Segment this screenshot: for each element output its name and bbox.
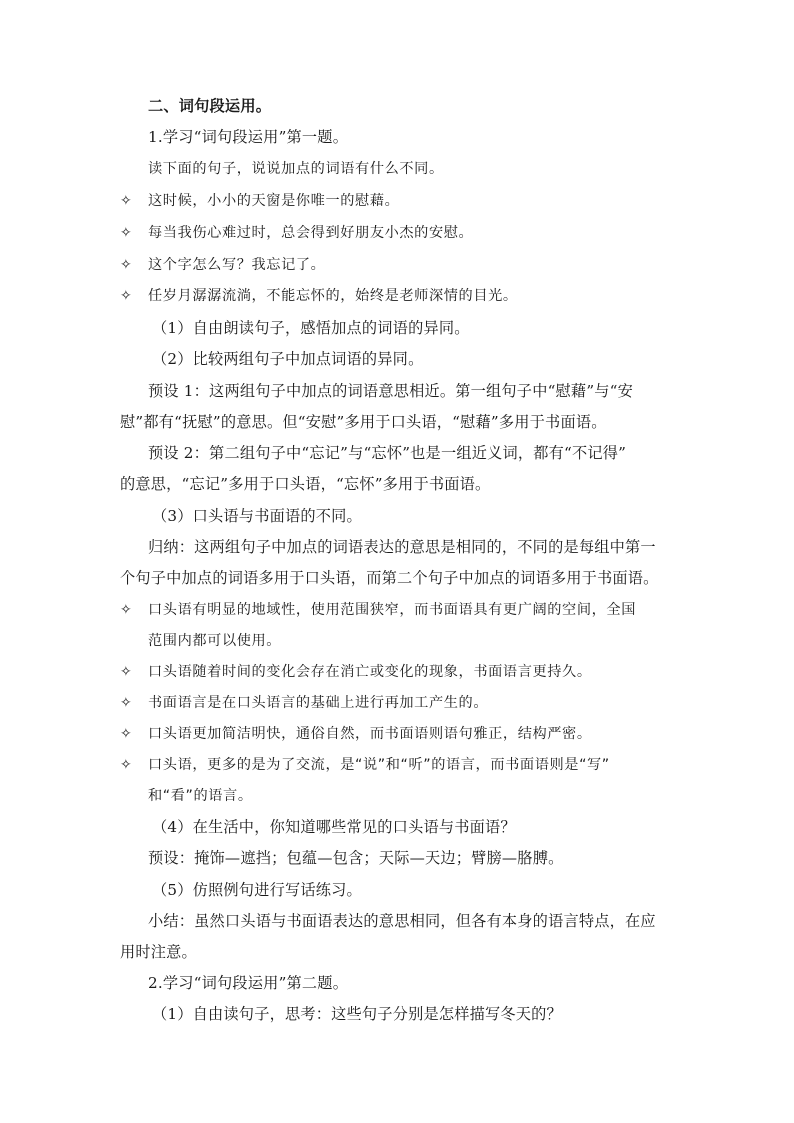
sentence-1: 这时候，小小的天窗是你唯一的慰藉。 [148,193,400,209]
bullet-icon: ✧ [120,193,132,209]
bullet-icon: ✧ [120,602,132,618]
preset-1-line-2: 慰”都有“抚慰”的意思。但“安慰”多用于口头语，“慰藉”多用于书面语。 [120,413,607,431]
bullet-icon: ✧ [120,726,132,742]
point-4: 口头语更加简洁明快，通俗自然，而书面语则语句雅正，结构严密。 [148,726,592,742]
point-2: 口头语随着时间的变化会存在消亡或变化的现象，书面语言更持久。 [148,664,592,680]
bullet-icon: ✧ [120,257,132,273]
preset-1-line-1: 预设 1：这两组句子中加点的词语意思相近。第一组句子中“慰藉”与“安 [148,382,634,400]
step-1: （1）自由朗读句子，感悟加点的词语的异同。 [152,319,470,337]
preset-2-line-1: 预设 2：第二组句子中“忘记”与“忘怀”也是一组近义词，都有“不记得” [148,444,627,462]
point-1-line-2: 范围内都可以使用。 [148,633,282,649]
summary-2-line-1: 小结：虽然口头语与书面语表达的意思相同，但各有本身的语言特点，在应 [148,912,656,930]
summary-1-line-2: 个句子中加点的词语多用于口头语，而第二个句子中加点的词语多用于书面语。 [120,569,659,587]
summary-1-line-1: 归纳：这两组句子中加点的词语表达的意思是相同的，不同的是每组中第一 [148,538,656,556]
sentence-3: 这个字怎么写？我忘记了。 [148,257,326,273]
point-5-line-2: 和“看”的语言。 [148,788,253,804]
preset-2-line-2: 的意思，“忘记”多用于口头语，“忘怀”多用于书面语。 [120,475,491,493]
bullet-icon: ✧ [120,225,132,241]
instruction-text: 读下面的句子，说说加点的词语有什么不同。 [148,161,444,177]
bullet-icon: ✧ [120,757,132,773]
step-4: （4）在生活中，你知道哪些常见的口头语与书面语？ [152,818,516,836]
point-1-line-1: 口头语有明显的地域性，使用范围狭窄，而书面语具有更广阔的空间，全国 [148,602,636,618]
sentence-2: 每当我伤心难过时，总会得到好朋友小杰的安慰。 [148,225,474,241]
point-3: 书面语言是在口头语言的基础上进行再加工产生的。 [148,695,489,711]
item2-title: 2.学习“词句段运用”第二题。 [148,974,349,992]
section-title: 二、词句段运用。 [148,97,272,115]
step-2: （2）比较两组句子中加点词语的异同。 [152,350,424,368]
point-5-line-1: 口头语，更多的是为了交流，是“说”和“听”的语言，而书面语则是“写” [148,757,610,773]
preset-3: 预设：掩饰—遮挡；包蕴—包含；天际—天边；臂膀—胳膊。 [148,849,564,867]
item2-step-1: （1）自由读句子，思考：这些句子分别是怎样描写冬天的？ [152,1005,562,1023]
step-5: （5）仿照例句进行写话练习。 [152,881,362,899]
bullet-icon: ✧ [120,288,132,304]
bullet-icon: ✧ [120,664,132,680]
item1-title: 1.学习“词句段运用”第一题。 [148,128,349,146]
bullet-icon: ✧ [120,695,132,711]
step-3: （3）口头语与书面语的不同。 [152,507,362,525]
summary-2-line-2: 用时注意。 [120,943,197,961]
sentence-4: 任岁月潺潺流淌，不能忘怀的，始终是老师深情的目光。 [148,288,518,304]
